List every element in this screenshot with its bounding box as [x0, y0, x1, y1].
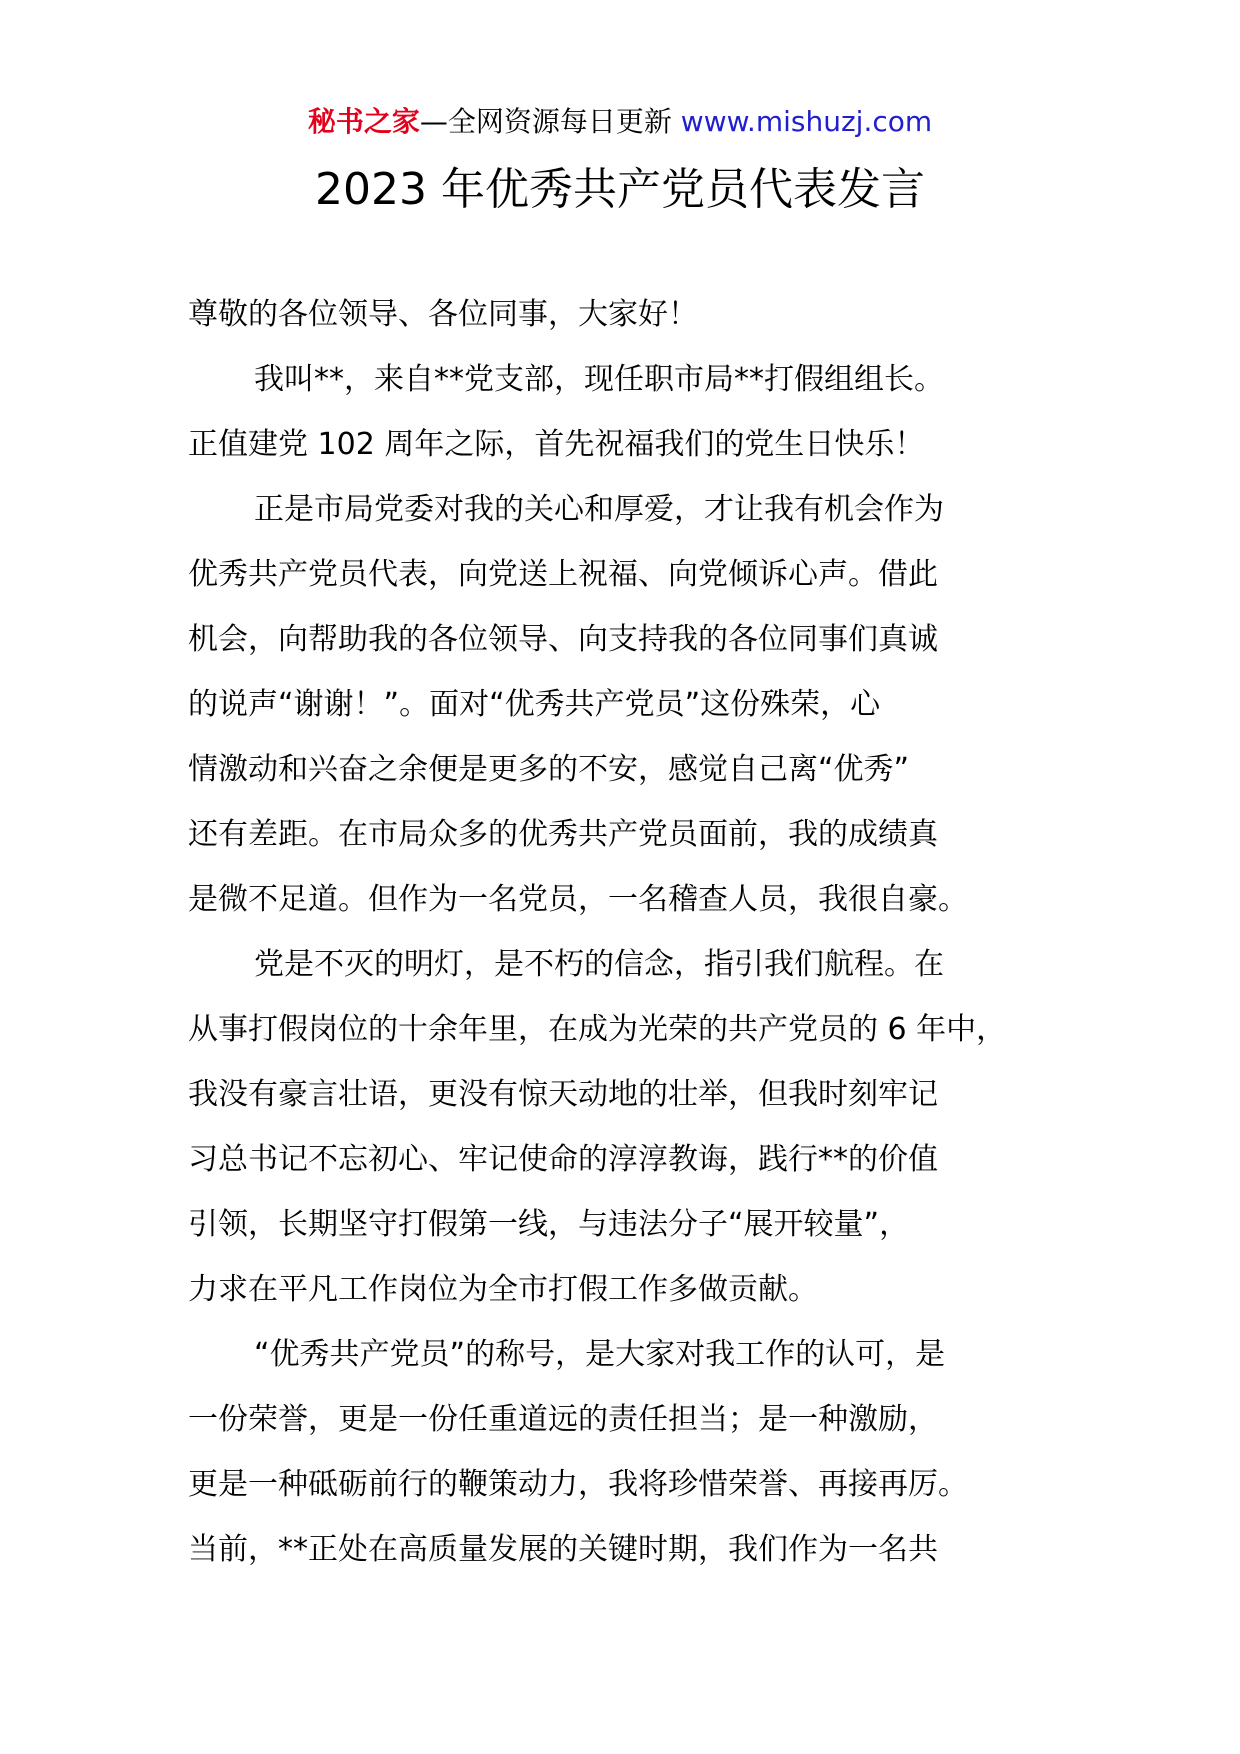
- document-body: [188, 294, 1088, 1594]
- body-line: 我没有豪言壮语，更没有惊天动地的壮举，但我时刻牢记: [188, 1077, 938, 1112]
- body-line: “优秀共产党员”的称号，是大家对我工作的认可，是: [254, 1337, 946, 1372]
- body-line: 从事打假岗位的十余年里，在成为光荣的共产党员的 6 年中，: [188, 1012, 1007, 1047]
- body-line: 力求在平凡工作岗位为全市打假工作多做贡献。: [188, 1272, 818, 1307]
- body-line: 机会，向帮助我的各位领导、向支持我的各位同事们真诚: [188, 622, 938, 657]
- body-line: 还有差距。在市局众多的优秀共产党员面前，我的成绩真: [188, 817, 938, 852]
- body-line: 正值建党 102 周年之际，首先祝福我们的党生日快乐！: [188, 427, 925, 462]
- body-line: 正是市局党委对我的关心和厚爱，才让我有机会作为: [254, 492, 944, 527]
- body-line: 当前，**正处在高质量发展的关键时期，我们作为一名共: [188, 1532, 938, 1567]
- body-line: 党是不灭的明灯，是不朽的信念，指引我们航程。在: [254, 947, 944, 982]
- site-brand: 秘书之家: [307, 105, 420, 138]
- site-url-link[interactable]: www.mishuzj.com: [680, 105, 933, 138]
- body-line: 的说声“谢谢！”。面对“优秀共产党员”这份殊荣，心: [188, 687, 881, 722]
- site-header: [0, 102, 1240, 142]
- body-line: 引领，长期坚守打假第一线，与违法分子“展开较量”，: [188, 1207, 910, 1242]
- site-tagline: —全网资源每日更新: [419, 105, 672, 138]
- body-line: 一份荣誉，更是一份任重道远的责任担当；是一种激励，: [188, 1402, 938, 1437]
- body-line: 习总书记不忘初心、牢记使命的淳淳教诲，践行**的价值: [188, 1142, 938, 1177]
- body-line: 尊敬的各位领导、各位同事，大家好！: [188, 297, 698, 332]
- body-line: 优秀共产党员代表，向党送上祝福、向党倾诉心声。借此: [188, 557, 938, 592]
- document-title: 2023 年优秀共产党员代表发言: [315, 164, 925, 215]
- body-line: 更是一种砥砺前行的鞭策动力，我将珍惜荣誉、再接再厉。: [188, 1467, 968, 1502]
- body-line: 我叫**，来自**党支部，现任职市局**打假组组长。: [254, 362, 944, 397]
- body-line: 情激动和兴奋之余便是更多的不安，感觉自己离“优秀”: [188, 752, 910, 787]
- body-line: 是微不足道。但作为一名党员，一名稽查人员，我很自豪。: [188, 882, 968, 917]
